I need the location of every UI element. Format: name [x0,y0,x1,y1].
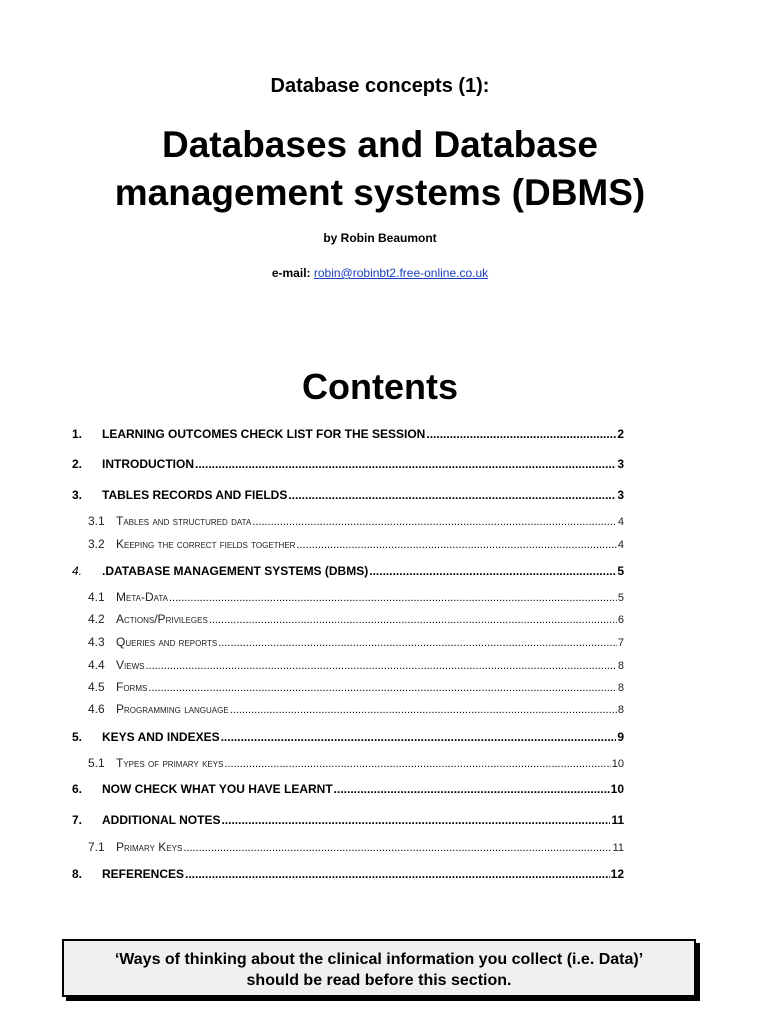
toc-page-number: 10 [611,758,624,770]
toc-entry[interactable] [72,427,624,441]
toc-subentry[interactable] [72,514,624,529]
toc-entry[interactable] [72,488,624,502]
toc-subentry[interactable] [72,840,624,855]
toc-page-number: 11 [611,813,624,827]
toc-label: KEYS AND INDEXES [102,730,220,744]
toc-entry[interactable] [72,813,624,827]
toc-number: 4.1 [88,590,105,604]
toc-label: Tables and structured data [116,514,252,528]
toc-label: Programming language [116,702,229,716]
toc-subentry[interactable] [72,590,624,605]
toc-number: 4.4 [88,658,105,672]
toc-entry[interactable] [72,782,624,796]
toc-label: Meta-Data [116,590,168,604]
toc-leader [169,591,617,605]
toc-subentry[interactable] [72,680,624,695]
toc-label: ADDITIONAL NOTES [102,813,221,827]
toc-page-number: 8 [617,682,624,694]
toc-leader [209,613,617,627]
toc-subentry[interactable] [72,635,624,650]
toc-page-number: 11 [612,842,624,854]
toc-page-number: 3 [617,488,624,502]
toc-number: 3.1 [88,514,105,528]
prerequisite-note-box [62,939,696,997]
toc-page-number: 5 [617,592,624,604]
toc-leader [183,841,611,855]
title-line-2: management systems (DBMS) [114,172,646,213]
toc-leader [195,457,616,471]
toc-number: 4.6 [88,702,105,716]
toc-number: 8. [72,867,83,881]
toc-label: TABLES RECORDS AND FIELDS [102,488,288,502]
toc-number: 7. [72,813,83,827]
toc-page-number: 4 [617,539,624,551]
toc-leader [288,488,616,502]
toc-page-number: 2 [617,427,624,441]
toc-leader [252,515,617,529]
toc-page-number: 3 [617,457,624,471]
toc-label: Views [116,658,145,672]
toc-number: 5.1 [88,756,105,770]
author-line: by Robin Beaumont [323,231,437,245]
email-label: e-mail: [271,266,311,280]
toc-page-number: 12 [610,867,624,881]
toc-label: Actions/Privileges [116,612,208,626]
toc-number: 5. [72,730,83,744]
toc-leader [145,659,616,673]
toc-subentry[interactable] [72,756,624,771]
toc-subentry[interactable] [72,537,624,552]
toc-leader [334,782,610,796]
note-line-1: ‘Ways of thinking about the clinical information you collect (i.e. Data)’ [114,951,644,968]
toc-label: NOW CHECK WHAT YOU HAVE LEARNT [102,782,333,796]
toc-number: 3. [72,488,83,502]
toc-number: 3.2 [88,537,105,551]
toc-page-number: 9 [617,730,624,744]
toc-leader [296,538,616,552]
toc-page-number: 6 [617,614,624,626]
contents-heading: Contents [302,366,458,407]
toc-number: 7.1 [88,840,105,854]
toc-label: Types of primary keys [116,756,224,770]
toc-page-number: 8 [617,660,624,672]
document-subtitle: Database concepts (1): [270,75,490,97]
toc-label: Keeping the correct fields together [116,537,296,551]
toc-subentry[interactable] [72,658,624,673]
toc-leader [148,681,617,695]
toc-number: 6. [72,782,83,796]
toc-leader [221,813,610,827]
toc-leader [230,703,617,717]
toc-label: Queries and reports [116,635,218,649]
toc-entry[interactable] [72,730,624,744]
toc-label: INTRODUCTION [102,457,194,471]
toc-page-number: 4 [617,516,624,528]
toc-subentry[interactable] [72,702,624,717]
toc-page-number: 10 [610,782,624,796]
toc-number: 4. [72,564,83,578]
toc-label: Primary Keys [116,840,183,854]
toc-number: 4.3 [88,635,105,649]
toc-number: 4.5 [88,680,105,694]
toc-label: Forms [116,680,148,694]
email-link[interactable]: robin@robinbt2.free-online.co.uk [313,266,489,280]
toc-entry[interactable] [72,457,624,471]
toc-number: 1. [72,427,83,441]
document-title [0,121,760,217]
toc-leader [369,564,616,578]
toc-page-number: 7 [617,637,624,649]
toc-subentry[interactable] [72,612,624,627]
toc-leader [218,636,617,650]
toc-page-number: 5 [617,564,624,578]
toc-leader [224,757,610,771]
toc-entry[interactable] [72,867,624,881]
toc-number: 4.2 [88,612,105,626]
toc-number: 2. [72,457,83,471]
toc-label: REFERENCES [102,867,185,881]
note-line-2: should be read before this section. [246,972,512,989]
toc-leader [426,427,616,441]
toc-entry[interactable] [72,564,624,578]
toc-page-number: 8 [617,704,624,716]
toc-label: .DATABASE MANAGEMENT SYSTEMS (DBMS) [102,564,369,578]
toc-leader [185,867,610,881]
toc-leader [221,730,617,744]
email-line [0,266,760,280]
toc-label: LEARNING OUTCOMES CHECK LIST FOR THE SESSION [102,427,426,441]
title-line-1: Databases and Database [162,124,598,165]
